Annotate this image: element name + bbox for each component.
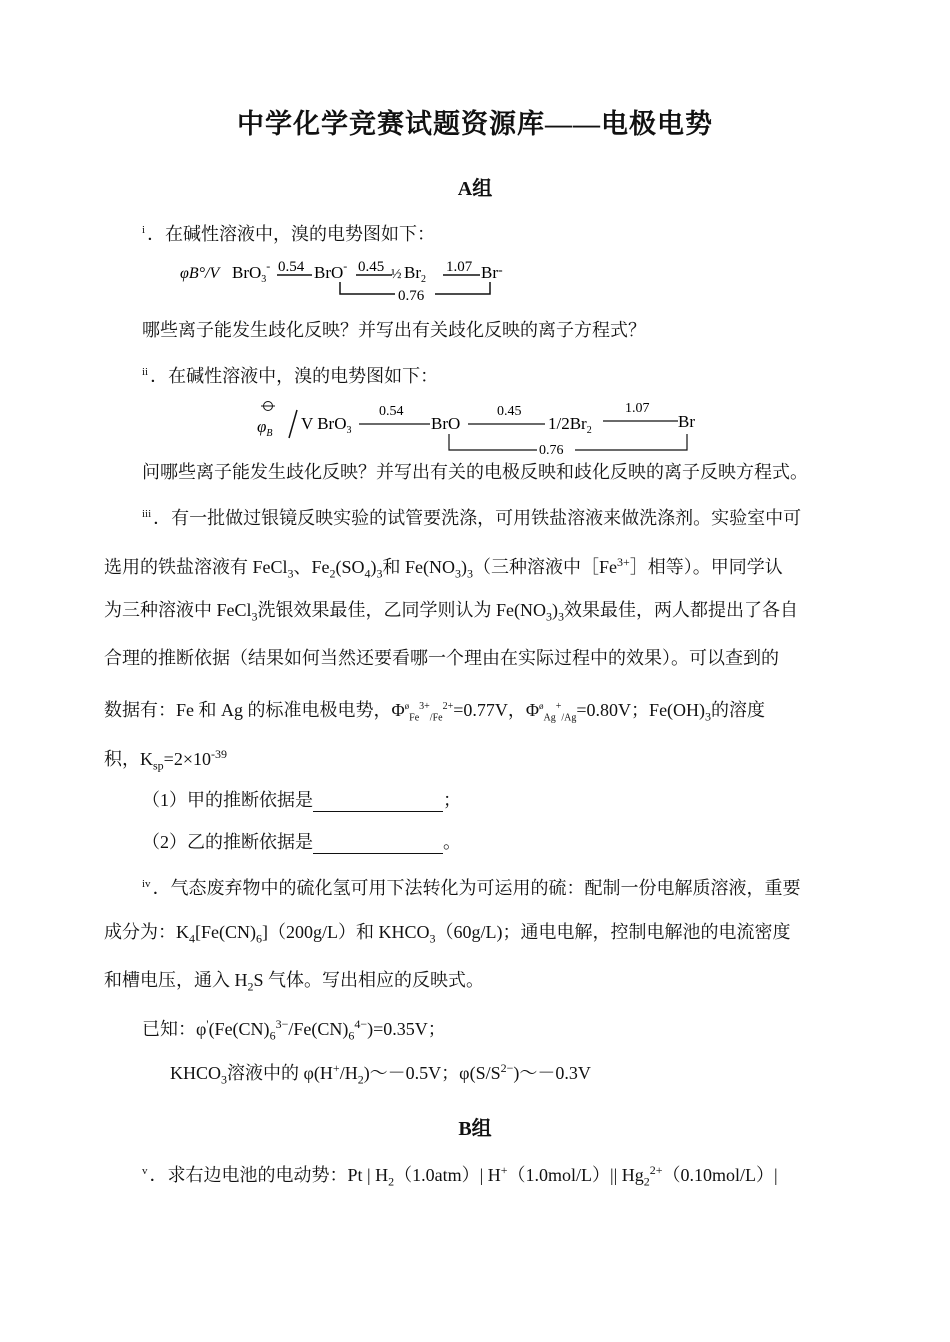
question-1-prompt: 哪些离子能发生歧化反映？并写出有关歧化反映的离子方程式？ xyxy=(142,320,646,340)
question-2-prompt: 问哪些离子能发生歧化反映？并写出有关的电极反映和歧化反映的离子反映方程式。 xyxy=(142,462,808,482)
question-4-known-2: $KHCO_3$溶液中的 $\varphi(H^+/H_2)\sim-0.5V$；$\varphi(S/S^{2-})\sim-0.3V$ xyxy=(170,1061,591,1087)
question-4-known-1: 已知：$\varphi'(Fe(CN)_6^{3-}/Fe(CN)_6^{4-})=0.35V$； xyxy=(142,1017,446,1043)
diagram2-value-long: 0.76 xyxy=(539,443,564,456)
diagram1-value-long: 0.76 xyxy=(398,288,425,304)
question-3-answer-2: （2）乙的推断依据是 。 xyxy=(142,832,461,852)
diagram1-species-br2: $Br_2$ xyxy=(404,263,426,285)
diagram2-value-3: 1.07 xyxy=(625,401,650,416)
question-3-line-5: 数据有：Fe 和 Ag 的标准电极电势，$\Phi^ø_{Fe}^{3+}_{/Fe}^{2+}=0.77V$，$\Phi^ø_{Ag}^+_{/Ag}=0.80V$；$Fe(OH)_3$的溶度 xyxy=(104,700,766,724)
diagram1-value-2: 0.45 xyxy=(358,259,385,275)
question-2-text: ．在碱性溶液中，溴的电势图如下： xyxy=(150,366,439,386)
diagram2-species-bro: BrO xyxy=(431,414,461,433)
question-3-line-4: 合理的推断依据（结果如何当然还要看哪一个理由在实际过程中的效果）。可以查到的 xyxy=(104,648,779,668)
diagram1-half: ½ xyxy=(391,267,402,282)
diagram1-species-br: Br- xyxy=(481,263,503,282)
question-3-line-6: 积，$K_{sp}=2\times 10^{-39}$ xyxy=(104,747,227,773)
bromine-potential-diagram-2 xyxy=(255,394,705,456)
diagram2-phi: $\varphi_B$ xyxy=(257,417,273,439)
question-5-line-1: $^v$ ．求右边电池的电动势：Pt | $H_2(1.0atm)|$ H+（1.0mol/L）|| $Hg_2^{2+}(0.10mol/L)|$ xyxy=(142,1163,778,1189)
diagram1-species-bro3: BrO$_3$- xyxy=(232,259,271,285)
page-title: 中学化学竞赛试题资源库——电极电势 xyxy=(237,109,713,139)
diagram2-species-br: Br xyxy=(678,412,695,431)
question-3-line-2: 选用的铁盐溶液有 FeCl$_3$、$Fe_2(SO_4)_3$和 $Fe(NO_3)_3$（三种溶液中$[Fe^{3+}]$相等）。甲同学认 xyxy=(104,555,783,581)
question-4-line-1: $^{iv}$ ．气态废弃物中的硫化氢可用下法转化为可运用的硫：配制一份电解质溶液，重要 xyxy=(142,878,801,898)
question-5-number: v xyxy=(142,1165,148,1177)
answer-2-blank[interactable] xyxy=(313,833,443,854)
question-4-line-3: 和槽电压，通入 $H_2S$ 气体。写出相应的反映式。 xyxy=(104,970,485,994)
question-1-number: i xyxy=(142,224,146,236)
group-a-heading: A组 xyxy=(457,178,493,200)
group-b-heading: B组 xyxy=(458,1118,492,1140)
diagram1-label: φB°/V xyxy=(180,265,220,282)
question-2-intro xyxy=(142,360,438,388)
answer-1-blank[interactable] xyxy=(313,791,443,812)
question-2-number: ii xyxy=(142,366,149,378)
question-3-answer-1: （1）甲的推断依据是 ； xyxy=(142,790,461,810)
question-3-line-3: 为三种溶液中 FeCl$_3$洗银效果最佳，乙同学则认为 $Fe(NO_3)_3$效果最佳，两人都提出了各自 xyxy=(104,600,799,624)
diagram2-value-2: 0.45 xyxy=(497,404,522,419)
diagram2-species-br2: $1/2Br_2$ xyxy=(548,414,592,436)
bromine-potential-diagram-1 xyxy=(180,254,520,304)
question-1-intro xyxy=(142,218,435,246)
diagram2-value-1: 0.54 xyxy=(379,404,404,419)
question-1-text: ．在碱性溶液中，溴的电势图如下： xyxy=(147,224,436,244)
diagram2-species-bro3: V BrO$_3$ xyxy=(301,414,352,436)
question-3-line-1: $^{iii}$ ．有一批做过银镜反映实验的试管要洗涤，可用铁盐溶液来做洗涤剂。实验室中可 xyxy=(142,508,802,528)
diagram1-species-bro: BrO- xyxy=(314,259,348,282)
diagram1-value-3: 1.07 xyxy=(446,259,473,275)
question-4-number: iv xyxy=(142,878,151,890)
diagram1-value-1: 0.54 xyxy=(278,259,305,275)
question-3-number: iii xyxy=(142,508,152,520)
question-4-line-2: 成分为：$K_4[Fe(CN)_6](200g/L)$和 $KHCO_3(60g/L)$；通电电解，控制电解池的电流密度 xyxy=(104,922,791,946)
